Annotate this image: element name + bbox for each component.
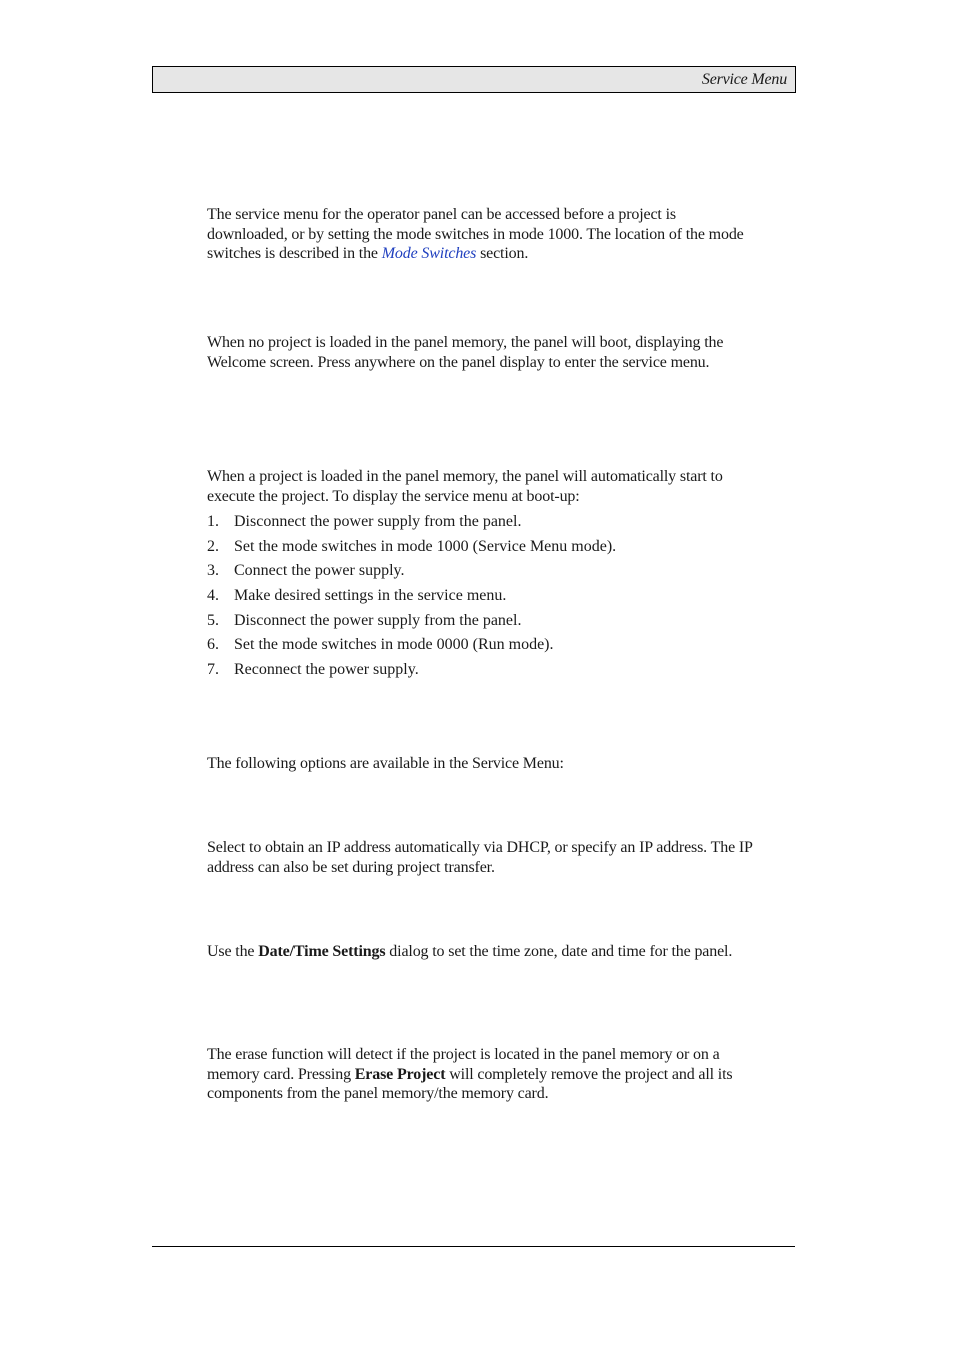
ip-settings-paragraph: Select to obtain an IP address automatically via DHCP, or specify an IP address. The IP address can also be set during project transfer. xyxy=(207,839,753,876)
options-intro-paragraph: The following options are available in the Service Menu: xyxy=(207,755,564,772)
page-header xyxy=(152,66,796,93)
header-title: Service Menu xyxy=(701,71,787,88)
erase-text: The erase function will detect if the project is located in the panel memory or on a memory card. Pressing xyxy=(207,1046,720,1083)
intro-paragraph xyxy=(207,205,755,264)
date-time-paragraph xyxy=(207,942,755,962)
step-text: Connect the power supply. xyxy=(234,562,405,580)
date-time-text-end: dialog to set the time zone, date and time for the panel. xyxy=(385,943,733,960)
date-time-settings-term: Date/Time Settings xyxy=(258,943,386,960)
step-number: 3. xyxy=(207,562,219,580)
date-time-text: Use the xyxy=(207,943,259,960)
step-text: Set the mode switches in mode 0000 (Run mode). xyxy=(234,636,554,654)
step-number: 6. xyxy=(207,636,219,654)
step-text: Set the mode switches in mode 1000 (Service Menu mode). xyxy=(234,537,617,555)
step-number: 2. xyxy=(207,537,219,555)
no-project-paragraph: When no project is loaded in the panel memory, the panel will boot, displaying the Welcome screen. Press anywhere on the panel display to enter the service menu. xyxy=(207,334,724,371)
step-text: Reconnect the power supply. xyxy=(234,661,419,679)
step-number: 7. xyxy=(207,661,219,679)
step-number: 5. xyxy=(207,611,219,629)
mode-switches-link[interactable]: Mode Switches xyxy=(381,245,477,262)
erase-paragraph xyxy=(207,1045,755,1104)
step-number: 4. xyxy=(207,587,219,605)
step-text: Disconnect the power supply from the panel. xyxy=(234,513,522,530)
erase-text-end: will completely remove the project and all its components from the panel memory/the memory card. xyxy=(207,1065,733,1102)
step-number: 1. xyxy=(207,513,219,530)
step-text: Make desired settings in the service menu. xyxy=(234,587,507,605)
intro-text: The service menu for the operator panel can be accessed before a project is downloaded, or by setting the mode switches in mode 1000. The location of the mode switches is described in the xyxy=(207,206,744,262)
footer-divider xyxy=(152,1246,795,1247)
step-text: Disconnect the power supply from the panel. xyxy=(234,611,522,629)
erase-project-term: Erase Project xyxy=(354,1065,446,1083)
intro-text-end: section. xyxy=(476,245,529,262)
project-loaded-paragraph: When a project is loaded in the panel memory, the panel will automatically start to execute the project. To display the service menu at boot-up: xyxy=(207,468,723,505)
